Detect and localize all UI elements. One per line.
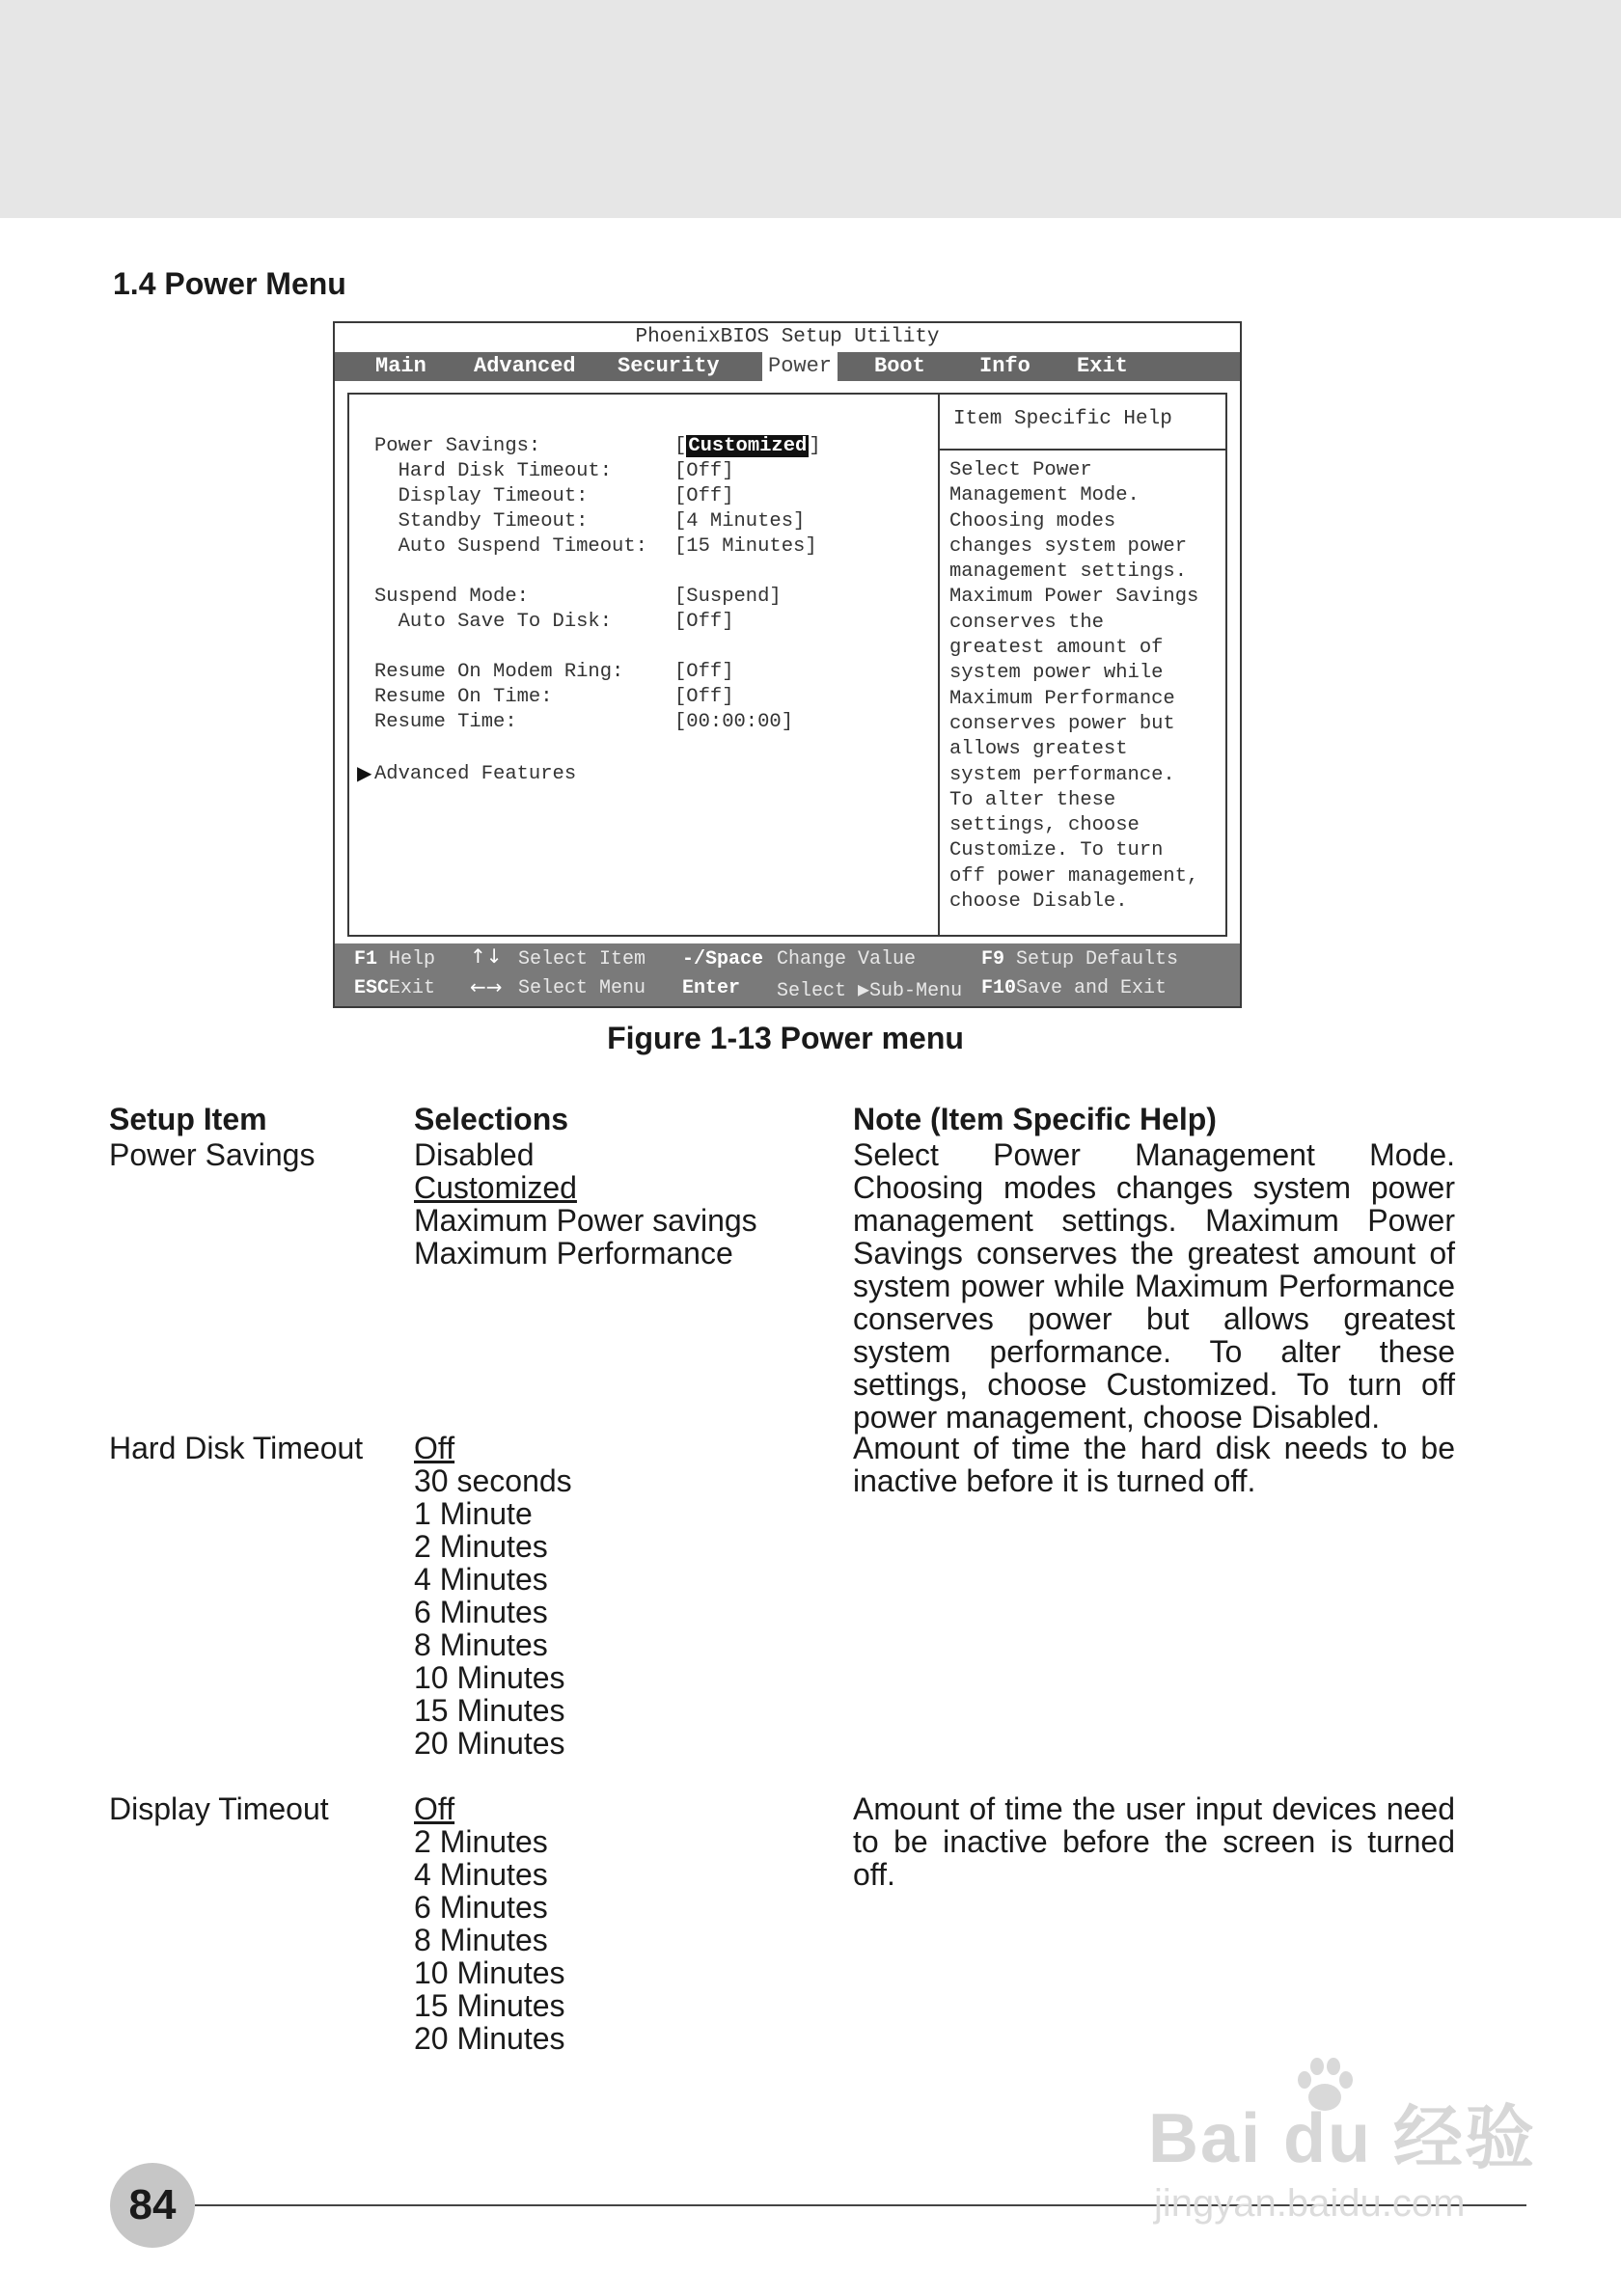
- bios-selected-value[interactable]: Customized: [688, 435, 808, 457]
- selections-display-timeout: Off 2 Minutes 4 Minutes 6 Minutes 8 Minutes 10 Minutes 15 Minutes 20 Minutes: [414, 1791, 565, 2056]
- bios-row-advanced-features[interactable]: ▶ Advanced Features: [357, 761, 577, 785]
- footer-change-value: Change Value: [777, 948, 917, 970]
- bios-menu-security[interactable]: Security: [618, 354, 720, 378]
- section-heading: 1.4 Power Menu: [113, 266, 346, 301]
- figure-caption: Figure 1-13 Power menu: [607, 1021, 964, 1055]
- bios-row-resume-on-modem-ring[interactable]: Resume On Modem Ring: [Off]: [374, 661, 734, 683]
- footer-f9-defaults: F9 Setup Defaults: [981, 948, 1179, 970]
- footer-select-submenu: Select ▶Sub-Menu: [777, 980, 963, 1002]
- submenu-arrow-icon: ▶: [357, 761, 372, 784]
- footer-select-item: Select Item: [518, 948, 646, 970]
- bios-title: PhoenixBIOS Setup Utility: [335, 323, 1240, 352]
- baidu-watermark-logo: Bai du 经验: [1148, 2100, 1537, 2177]
- header-selections: Selections: [414, 1102, 569, 1136]
- help-divider: [940, 449, 1225, 451]
- footer-esc-exit: ESCExit: [354, 977, 436, 999]
- item-power-savings: Power Savings: [109, 1137, 316, 1172]
- top-band: [0, 0, 1621, 218]
- bios-footer: [335, 943, 1240, 1006]
- bios-row-label: Power Savings:: [374, 435, 541, 457]
- bios-row-resume-time[interactable]: Resume Time: [00:00:00]: [374, 711, 794, 733]
- bios-row-standby-timeout[interactable]: Standby Timeout: [4 Minutes]: [374, 510, 806, 533]
- bios-menu-info[interactable]: Info: [979, 354, 1030, 378]
- bios-menu-main[interactable]: Main: [375, 354, 426, 378]
- bios-row-power-savings[interactable]: Power Savings: [Customized]: [374, 435, 821, 457]
- bios-row-resume-on-time[interactable]: Resume On Time: [Off]: [374, 686, 734, 708]
- item-display-timeout: Display Timeout: [109, 1791, 329, 1826]
- item-hard-disk-timeout: Hard Disk Timeout: [109, 1431, 364, 1465]
- bios-row-display-timeout[interactable]: Display Timeout: [Off]: [374, 485, 734, 507]
- selections-hard-disk-timeout: Off 30 seconds 1 Minute 2 Minutes 4 Minutes 6 Minutes 8 Minutes 10 Minutes 15 Minutes 20 Minutes: [414, 1431, 572, 1761]
- updown-arrows-icon: ↑↓: [470, 944, 503, 968]
- note-hard-disk-timeout: Amount of time the hard disk needs to be inactive before it is turned off.: [853, 1431, 1455, 1498]
- bios-menu-power[interactable]: Power: [762, 352, 838, 381]
- bios-divider: [938, 395, 940, 935]
- footer-f1-help: F1 Help: [354, 948, 436, 970]
- footer-change-key: -/Space: [682, 948, 764, 970]
- note-display-timeout: Amount of time the user input devices need to be inactive before the screen is turned off.: [853, 1791, 1455, 1892]
- bios-menu-exit[interactable]: Exit: [1077, 354, 1128, 378]
- footer-f10-save: F10Save and Exit: [981, 977, 1168, 999]
- page-number: 84: [110, 2163, 195, 2248]
- leftright-arrows-icon: ←→: [470, 975, 503, 998]
- help-title: Item Specific Help: [953, 408, 1172, 430]
- header-setup-item: Setup Item: [109, 1102, 267, 1136]
- baidu-watermark-url: jingyan.baidu.com: [1154, 2182, 1466, 2225]
- selections-power-savings: Disabled Customized Maximum Power savings Maximum Performance: [414, 1137, 757, 1271]
- bios-row-hard-disk-timeout[interactable]: Hard Disk Timeout: [Off]: [374, 460, 734, 482]
- bios-row-auto-save-to-disk[interactable]: Auto Save To Disk: [Off]: [374, 611, 734, 633]
- help-text: Select Power Management Mode. Choosing modes changes system power management settings. Maximum Power Savings conserves the greatest amount of system power while Maximum Performance conserves power but allows greatest system performance. To alter these settings, choose Customize. To turn off power management, choose Disable.: [949, 459, 1199, 914]
- bios-menu-boot[interactable]: Boot: [874, 354, 925, 378]
- bios-menu-advanced[interactable]: Advanced: [474, 354, 576, 378]
- bios-row-suspend-mode[interactable]: Suspend Mode: [Suspend]: [374, 586, 782, 608]
- bios-screen: [333, 321, 1242, 1008]
- note-power-savings: Select Power Management Mode. Choosing modes changes system power management settings. Maximum Power Savings conserves the greatest amount of system power while Maximum Performance conserves power but allows greatest system performance. To alter these settings, choose Customized. To turn off power management, choose Disabled.: [853, 1137, 1455, 1435]
- bios-panel: [347, 393, 1227, 937]
- footer-select-menu: Select Menu: [518, 977, 646, 999]
- bios-row-auto-suspend-timeout[interactable]: Auto Suspend Timeout: [15 Minutes]: [374, 535, 817, 558]
- bios-menubar: [335, 352, 1240, 381]
- header-note: Note (Item Specific Help): [853, 1102, 1217, 1136]
- footer-enter-key: Enter: [682, 977, 741, 999]
